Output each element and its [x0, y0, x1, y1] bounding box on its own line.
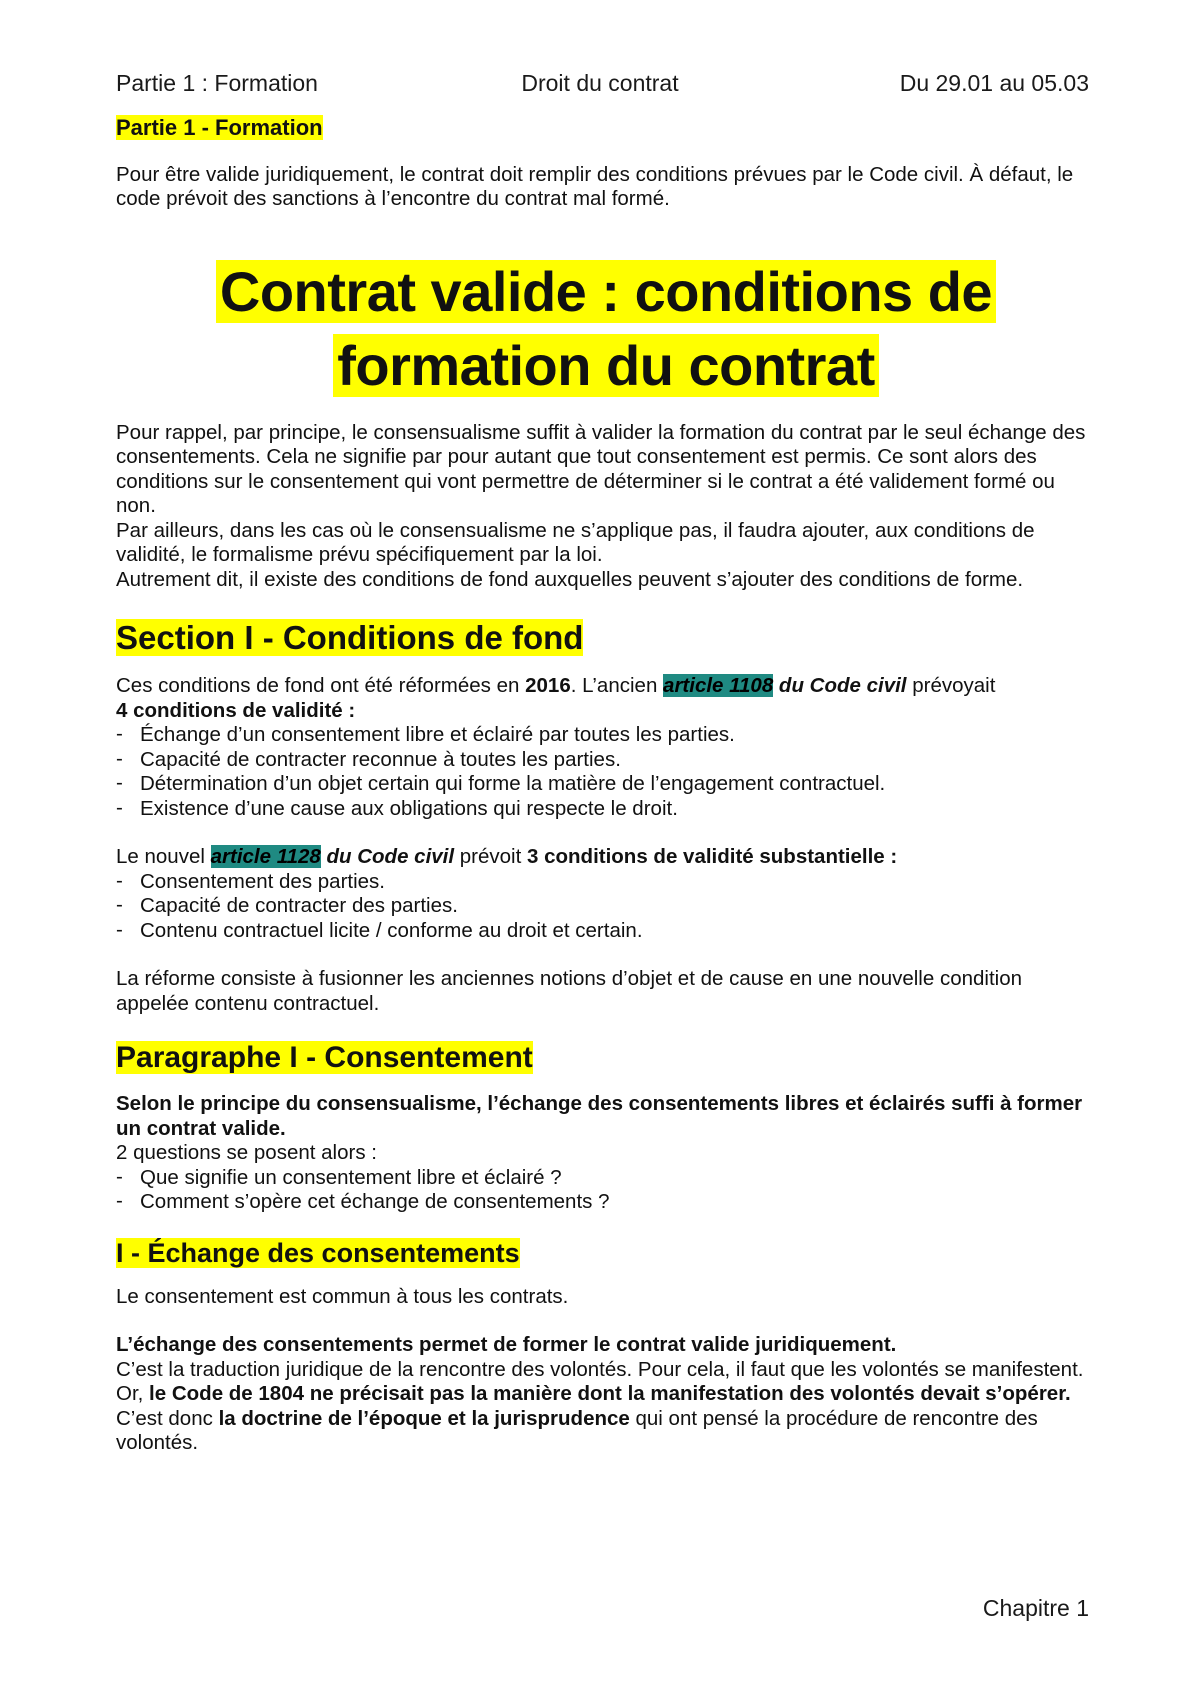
old-conditions-count: 4 conditions de validité :	[116, 698, 356, 722]
article-1128-link: article 1128	[210, 845, 321, 868]
questions-list	[116, 1166, 1096, 1215]
footer-chapter: Chapitre 1	[982, 1595, 1089, 1621]
old-conditions-list	[116, 723, 1096, 821]
old-condition-item: - Capacité de contracter reconnue à toutes les parties.	[116, 748, 1096, 773]
header-center: Droit du contrat	[521, 70, 679, 96]
main-title-line-1: Contrat valide : conditions de	[216, 260, 996, 323]
rappel-paragraph-2: Par ailleurs, dans les cas où le consensualisme ne s’applique pas, il faudra ajouter, aux conditions de validité, le formalisme prévu spécifiquement par la loi.	[116, 518, 1035, 566]
exchange-block	[116, 1333, 1096, 1456]
rappel-paragraph-1: Pour rappel, par principe, le consensualisme suffit à valider la formation du contrat par le seul échange des consentements. Cela ne signifie par pour autant que tout consentement est permis. Ce sont alors des conditions sur le consentement qui vont permettre de déterminer si le contrat a été validement formé ou non.	[116, 420, 1086, 517]
new-conditions-intro: Le nouvel article 1128 du Code civil prévoit 3 conditions de validité substantielle :	[116, 845, 898, 868]
questions-intro: 2 questions se posent alors :	[116, 1141, 377, 1164]
new-conditions-list	[116, 870, 1096, 944]
main-title	[116, 255, 1096, 403]
subsection-title: I - Échange des consentements	[116, 1237, 520, 1268]
document-body	[116, 114, 1096, 1456]
new-condition-item: - Contenu contractuel licite / conforme au droit et certain.	[116, 919, 1096, 944]
paragraph-title: Paragraphe I - Consentement	[116, 1041, 533, 1074]
old-condition-item: - Existence d’une cause aux obligations qui respecte le droit.	[116, 797, 1096, 822]
new-condition-item: - Consentement des parties.	[116, 870, 1096, 895]
header-left: Partie 1 : Formation	[116, 70, 318, 96]
old-conditions-intro: Ces conditions de fond ont été réformées en 2016. L’ancien article 1108 du Code civil prévoyait	[116, 674, 996, 697]
exchange-bold-line: L’échange des consentements permet de former le contrat valide juridiquement.	[116, 1333, 897, 1356]
new-condition-item: - Capacité de contracter des parties.	[116, 894, 1096, 919]
old-conditions-block	[116, 674, 1096, 821]
part-title: Partie 1 - Formation	[116, 115, 323, 140]
rappel-block	[116, 421, 1096, 593]
main-title-line-2: formation du contrat	[333, 334, 879, 397]
intro-paragraph: Pour être valide juridiquement, le contrat doit remplir des conditions prévues par le Code civil. À défaut, le code prévoit des sanctions à l’encontre du contrat mal formé.	[116, 162, 1074, 210]
consent-principle-block	[116, 1092, 1096, 1215]
rappel-paragraph-3: Autrement dit, il existe des conditions de fond auxquelles peuvent s’ajouter des conditions de forme.	[116, 567, 1024, 591]
consent-principle: Selon le principe du consensualisme, l’échange des consentements libres et éclairés suffi à former un contrat valide.	[116, 1092, 1083, 1140]
header-right: Du 29.01 au 05.03	[899, 70, 1089, 96]
new-conditions-block	[116, 845, 1096, 943]
old-condition-item: - Échange d’un consentement libre et éclairé par toutes les parties.	[116, 723, 1096, 748]
consent-common-paragraph: Le consentement est commun à tous les contrats.	[116, 1284, 569, 1308]
exchange-paragraph: C’est la traduction juridique de la rencontre des volontés. Pour cela, il faut que les volontés se manifestent. Or, le Code de 1804 ne précisait pas la manière dont la manifestation des volontés devait s’opérer. C’est donc la doctrine de l’époque et la jurisprudence qui ont pensé la procédure de rencontre des volontés.	[116, 1357, 1084, 1454]
old-condition-item: - Détermination d’un objet certain qui forme la matière de l’engagement contractuel.	[116, 772, 1096, 797]
reform-paragraph: La réforme consiste à fusionner les anciennes notions d’objet et de cause en une nouvelle condition appelée contenu contractuel.	[116, 967, 1023, 1015]
question-item: - Comment s’opère cet échange de consentements ?	[116, 1190, 1096, 1215]
question-item: - Que signifie un consentement libre et éclairé ?	[116, 1166, 1096, 1191]
section-title: Section I - Conditions de fond	[116, 619, 584, 656]
article-1108-link: article 1108	[663, 674, 774, 697]
